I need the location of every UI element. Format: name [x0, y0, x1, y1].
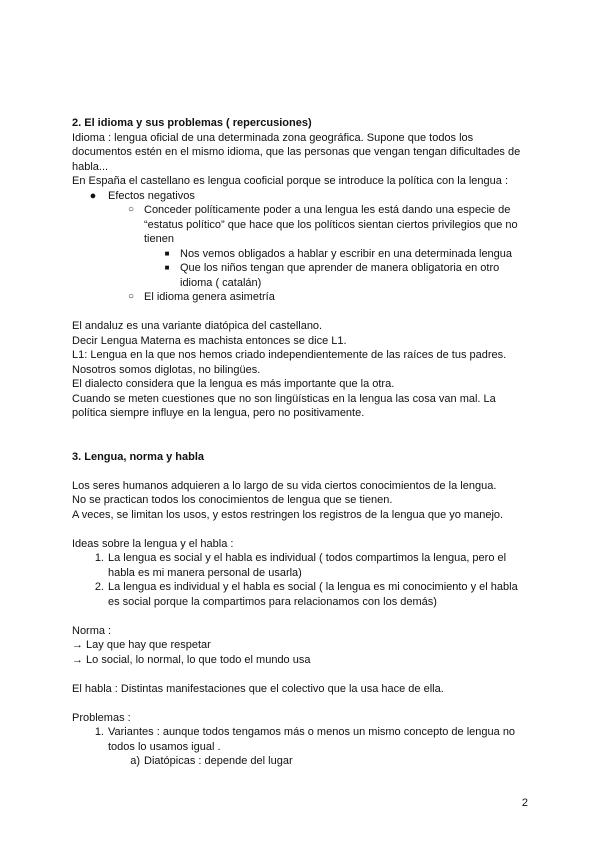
numbered-item: 1. Variantes : aunque todos tengamos más o menos un mismo concepto de lengua no todos lo usamos igual .	[72, 725, 532, 754]
numbered-item: 2. La lengua es individual y el habla es social ( la lengua es mi conocimiento y el habla es social porque la compartimos para relacionamos con los demás)	[72, 580, 532, 609]
paragraph: Los seres humanos adquieren a lo largo de su vida ciertos conocimientos de la lengua.	[72, 479, 497, 492]
item-number: 1.	[94, 726, 104, 738]
bullet-square-icon: ■	[164, 248, 170, 258]
sub-bullet-item: ○ Conceder políticamente poder a una lengua les está dando una especie de “estatus político” que hace que los políticos sientan ciertos privilegios que no tienen	[72, 203, 532, 247]
lettered-item: a) Diatópicas : depende del lugar	[72, 754, 532, 769]
page-content	[72, 116, 532, 769]
section-3-heading: 3. Lengua, norma y habla	[72, 450, 205, 463]
paragraph: Decir Lengua Materna es machista entonces se dice L1.	[72, 334, 347, 347]
item-letter: a)	[130, 755, 140, 767]
paragraph: El dialecto considera que la lengua es más importante que la otra.	[72, 378, 395, 390]
problemas-title: Problemas :	[72, 711, 131, 724]
bullet-circle-icon: ○	[127, 204, 135, 215]
norma-line: → Lo social, lo normal, lo que todo el mundo usa	[72, 653, 311, 666]
habla-definition: El habla : Distintas manifestaciones que el colectivo que la usa hace de ella.	[72, 682, 444, 695]
paragraph: Nosotros somos diglotas, no bilingües.	[72, 363, 261, 376]
bullet-circle-icon: ○	[127, 291, 135, 302]
paragraph: A veces, se limitan los usos, y estos restringen los registros de la lengua que yo manejo.	[72, 508, 504, 521]
sub-bullet-item: ○ El idioma genera asimetría	[72, 290, 532, 305]
bullet-item: ● Efectos negativos	[72, 189, 532, 204]
paragraph: En España el castellano es lengua cooficial porque se introduce la política con la lengua :	[72, 175, 509, 187]
section-2-heading: 2. El idioma y sus problemas ( repercusiones)	[72, 117, 312, 129]
norma-title: Norma :	[72, 624, 112, 637]
item-number: 1.	[94, 552, 104, 564]
paragraph: No se practican todos los conocimientos de lengua que se tienen.	[72, 494, 393, 506]
sub-sub-bullet-item: ■ Nos vemos obligados a hablar y escribir en una determinada lengua	[72, 247, 532, 262]
sub-sub-bullet-item: ■ Que los niños tengan que aprender de manera obligatoria en otro idioma ( catalán)	[72, 261, 532, 290]
norma-line: → Lay que hay que respetar	[72, 639, 211, 651]
paragraph: Idioma : lengua oficial de una determinada zona geográfica. Supone que todos los documentos estén en el mismo idioma, que las personas que vengan tengan dificultades de habla...	[72, 131, 521, 173]
bullet-square-icon: ■	[164, 263, 170, 272]
page-number: 2	[521, 797, 528, 809]
paragraph: L1: Lengua en la que nos hemos criado independientemente de las raíces de tus padres.	[72, 349, 507, 361]
numbered-item: 1. La lengua es social y el habla es individual ( todos compartimos la lengua, pero el habla es mi manera personal de usarla)	[72, 551, 532, 580]
paragraph: El andaluz es una variante diatópica del castellano.	[72, 320, 323, 332]
ideas-title: Ideas sobre la lengua y el habla :	[72, 537, 234, 550]
item-number: 2.	[94, 581, 104, 593]
paragraph: Cuando se meten cuestiones que no son lingüísticas en la lengua las cosa van mal. La política siempre influye en la lengua, pero no positivamente.	[72, 392, 496, 419]
bullet-disc-icon: ●	[89, 189, 97, 202]
